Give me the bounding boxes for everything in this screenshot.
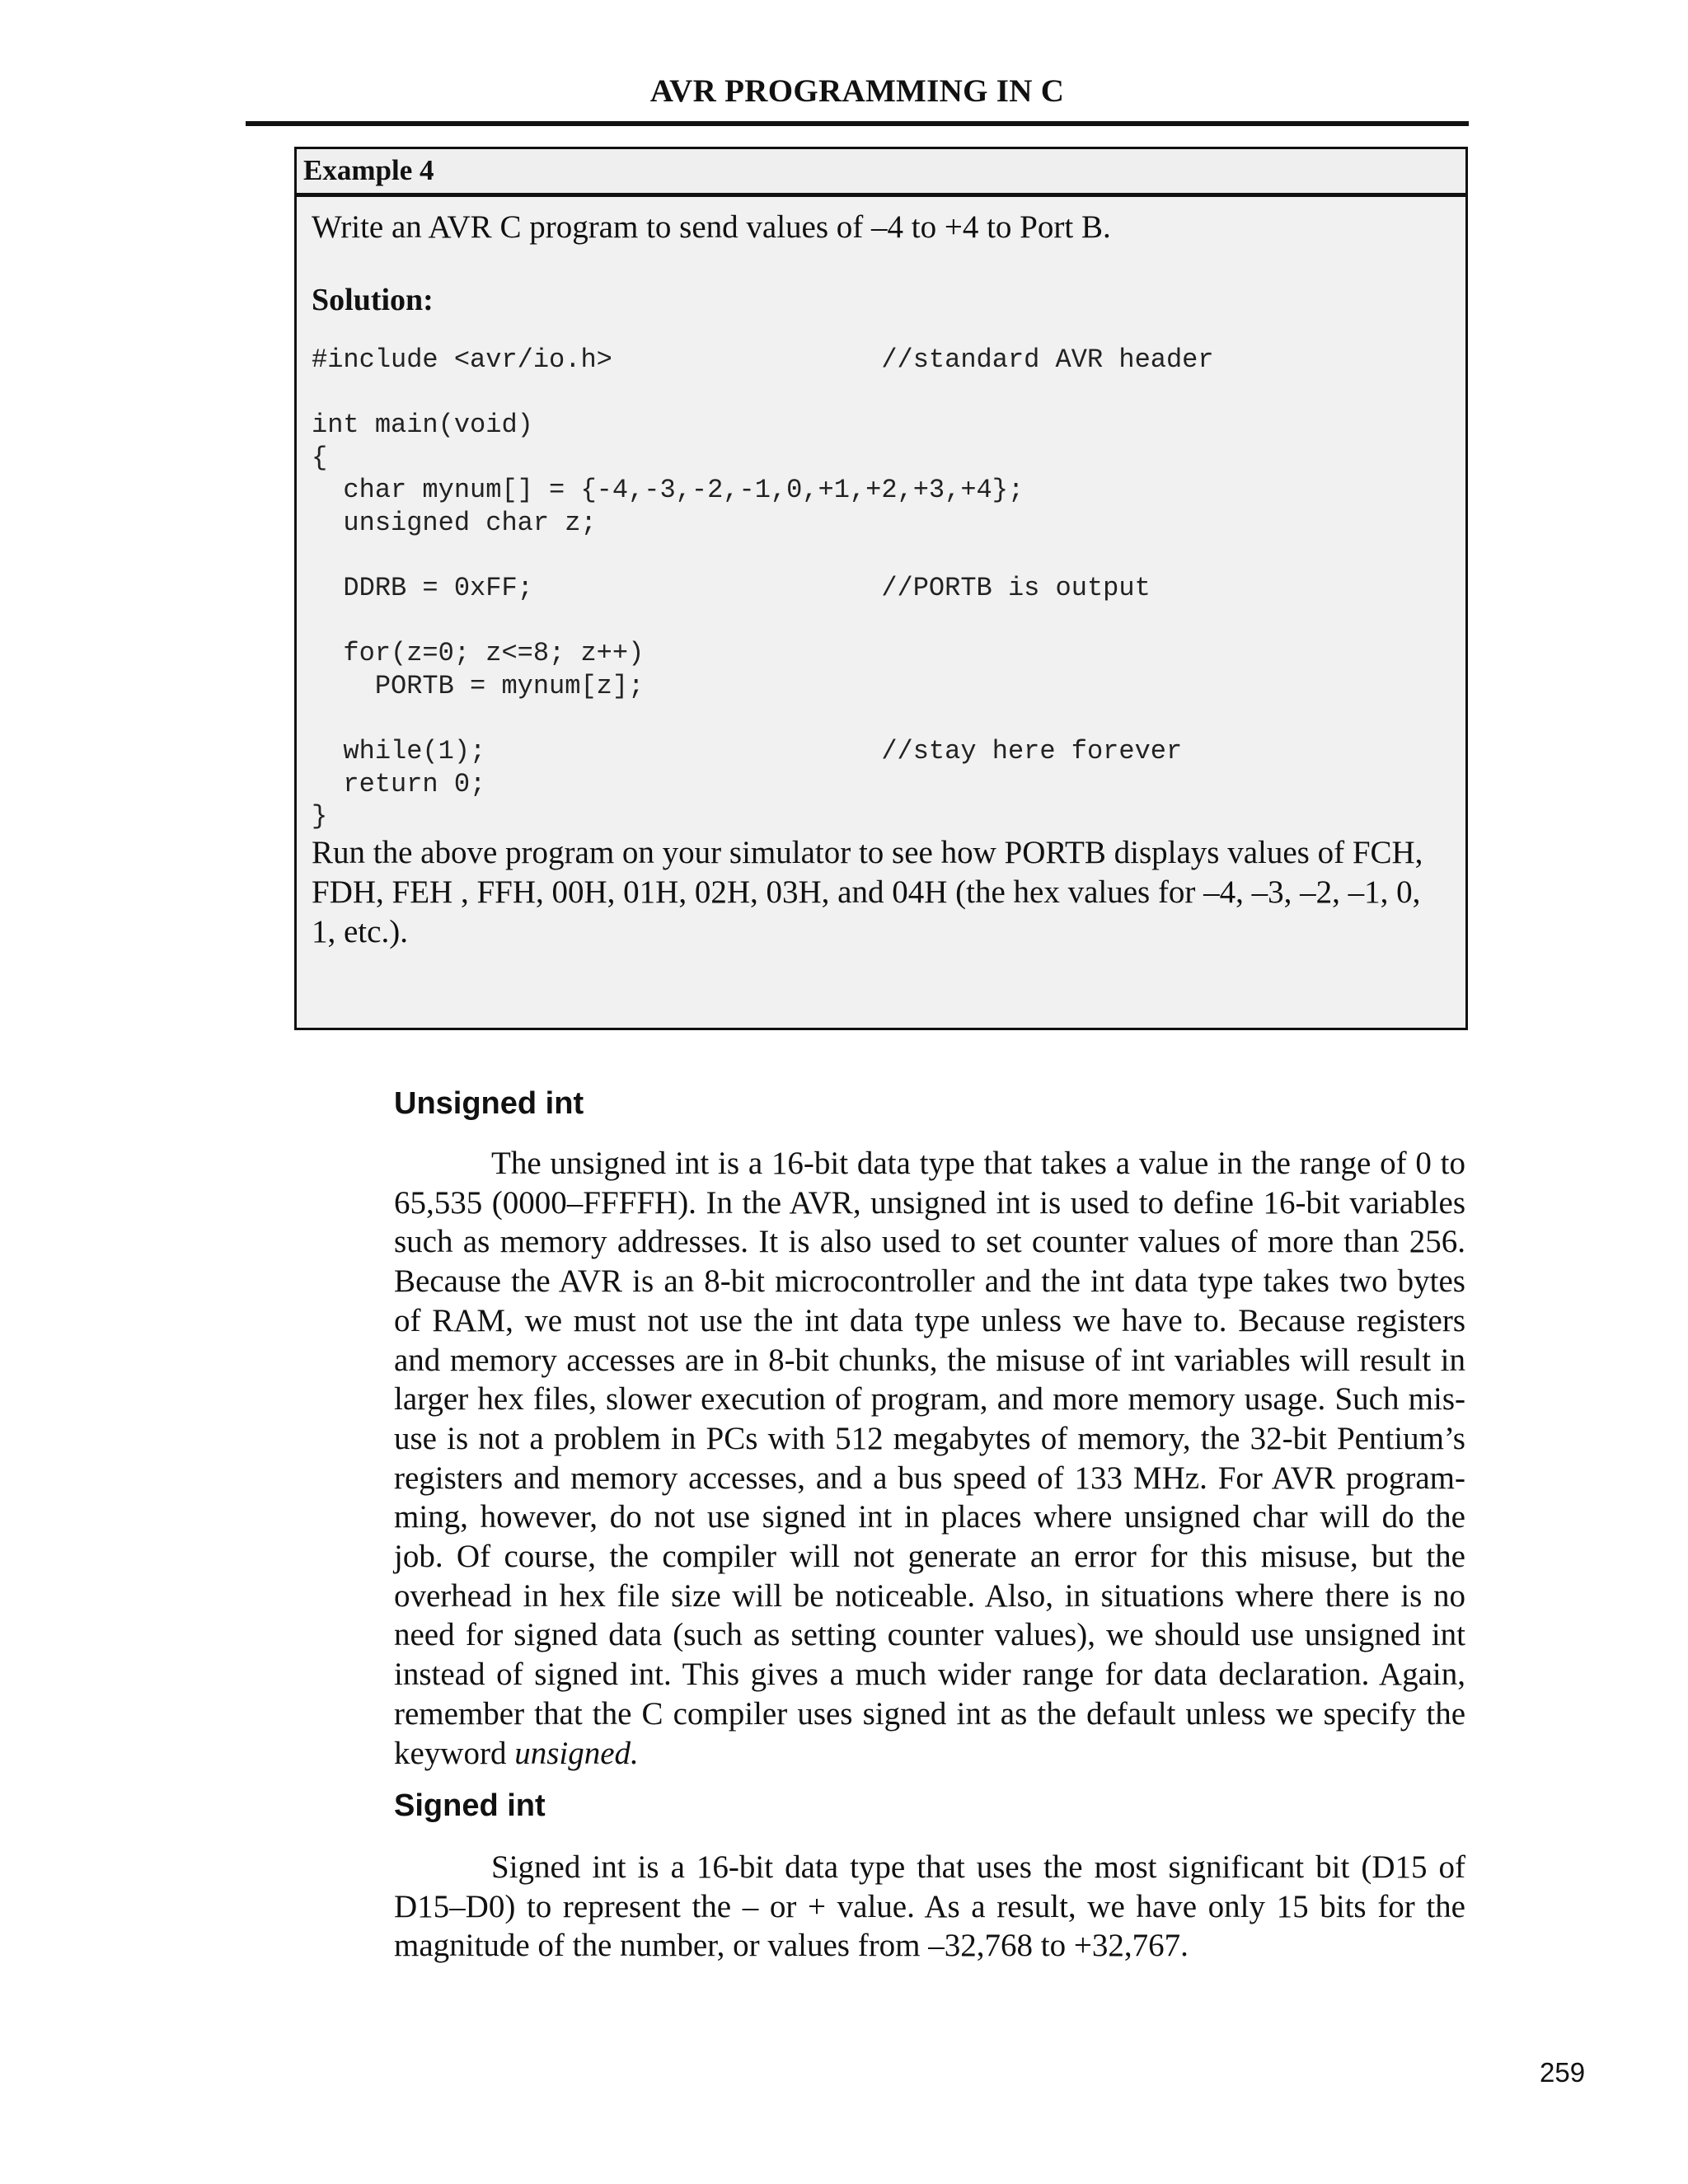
running-head: AVR PROGRAMMING IN C xyxy=(649,73,1065,109)
section-heading-signed-int: Signed int xyxy=(394,1788,546,1823)
example-box xyxy=(294,147,1468,1030)
run-note: Run the above program on your simulator to see how PORTB displays values of FCH, FDH, FEH , FFH, 00H, 01H, 02H, 03H, and 04H (the hex values for –4, –3, –2, –1, 0, 1, etc.). xyxy=(312,834,1423,949)
page-number: 259 xyxy=(1540,2057,1586,2088)
example-problem: Write an AVR C program to send values of –4 to +4 to Port B. xyxy=(312,209,1111,245)
paragraph-text: The unsigned int is a 16-bit data type that takes a value in the range of 0 to 65,535 (0000–FFFFH). In the AVR, unsigned int is used to define 16-bit variables such as memory addresses. It is also used to set counter values of more than 256. Because the AVR is an 8-bit microcontroller and the int data type takes two bytes of RAM, we must not use the int data type unless we have to. Because registers and memory accesses are in 8-bit chunks, the misuse of int variables will result in larger hex files, slower execution of program, and more memory usage. Such mis-use is not a problem in PCs with 512 megabytes of memory, the 32-bit Pentium’s registers and memory accesses, and a bus speed of 133 MHz. For AVR program-ming, however, do not use signed int in places where unsigned char will do the job. Of course, the compiler will not generate an error for this misuse, but the overhead in hex file size will be noticeable. Also, in situations where there is no need for signed data (such as setting counter values), we should use unsigned int instead of signed int. This gives a much wider range for data declaration. Again, remember that the C compiler uses signed int as the default unless we specify the keyword xyxy=(394,1146,1465,1771)
section-paragraph-signed-int xyxy=(394,1848,1465,1966)
solution-label: Solution: xyxy=(312,283,434,317)
paragraph-text: Signed int is a 16-bit data type that uses the most significant bit (D15 of D15–D0) to represent the – or + value. As a result, we have only 15 bits for the magnitude of the number, or values from –32,768 to +32,767. xyxy=(394,1849,1465,1964)
code-listing: #include <avr/io.h> //standard AVR header int main(void) { char mynum[] = {-4,-3,-2,-1,0,+1,+2,+3,+4}; unsigned char z; DDRB = 0xFF; //PORTB is output for(z=0; z<=8; z++) PORTB = mynum[z]; while(1); //stay here forever return 0; } xyxy=(312,344,1214,832)
section-heading-unsigned-int: Unsigned int xyxy=(394,1086,584,1121)
keyword-unsigned: unsigned. xyxy=(514,1735,639,1771)
example-title: Example 4 xyxy=(297,149,1465,197)
section-paragraph-unsigned-int xyxy=(394,1144,1465,1773)
header-rule xyxy=(246,121,1469,126)
example-body xyxy=(312,207,1451,952)
